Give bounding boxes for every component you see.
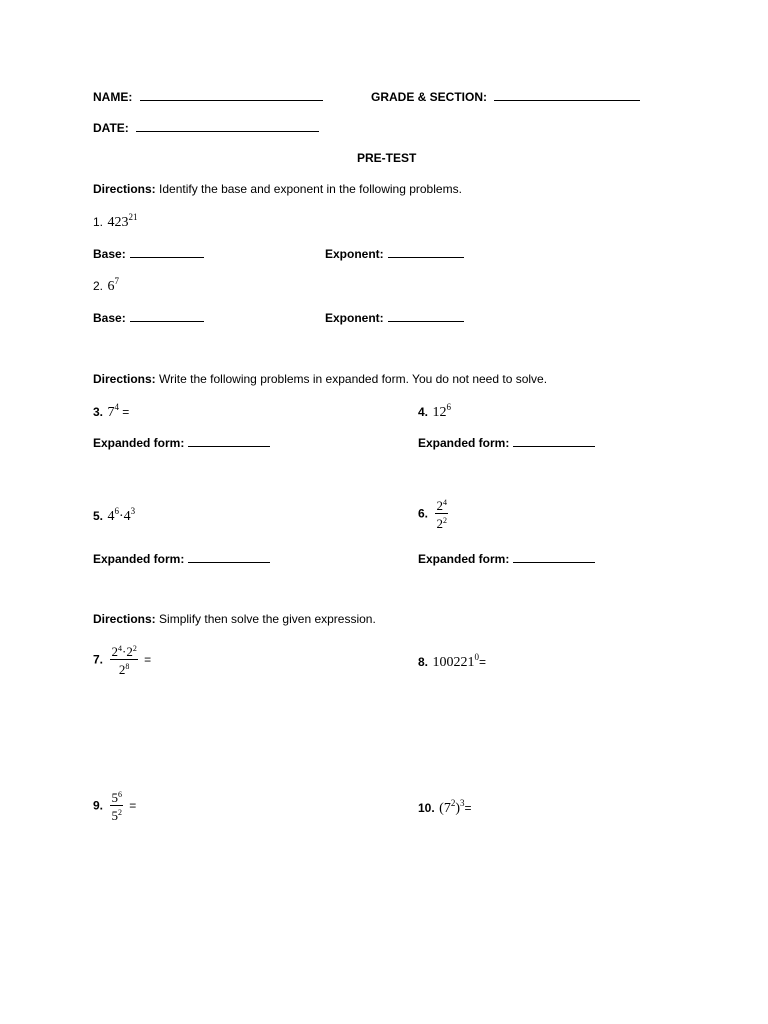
exponent-label: Exponent: bbox=[325, 247, 384, 261]
numerator-base: 5 bbox=[111, 790, 118, 805]
exponent-value: 6 bbox=[446, 402, 451, 412]
expanded-answer-4 bbox=[418, 435, 595, 450]
base-value: 12 bbox=[432, 405, 447, 420]
open-paren: ( bbox=[439, 801, 444, 816]
fraction bbox=[110, 642, 137, 677]
exponent-value: 3 bbox=[130, 506, 136, 516]
inner-exponent: 2 bbox=[450, 798, 456, 808]
problem-9 bbox=[93, 788, 136, 823]
problem-3 bbox=[93, 402, 129, 421]
problem-number: 1. bbox=[93, 215, 104, 229]
exponent-value: 0 bbox=[474, 652, 479, 662]
equals-sign: = bbox=[118, 405, 130, 419]
multiply-dot: · bbox=[121, 644, 127, 659]
problem-number: 4. bbox=[418, 405, 429, 419]
fraction bbox=[435, 496, 448, 531]
problem-7 bbox=[93, 642, 151, 677]
exponent-value: 4 bbox=[114, 402, 119, 412]
base-answer-2 bbox=[93, 310, 204, 325]
expanded-label: Expanded form: bbox=[93, 552, 185, 566]
base-label: Base: bbox=[93, 247, 126, 261]
expanded-field[interactable] bbox=[188, 551, 270, 563]
directions-2 bbox=[93, 372, 547, 386]
expanded-answer-3 bbox=[93, 435, 270, 450]
denominator-base: 2 bbox=[118, 662, 126, 677]
name-label: NAME: bbox=[93, 90, 133, 104]
problem-number: 7. bbox=[93, 652, 104, 667]
exponent-answer-1 bbox=[325, 246, 464, 261]
problem-number: 3. bbox=[93, 405, 104, 419]
outer-exponent: 3 bbox=[459, 798, 465, 808]
expanded-label: Expanded form: bbox=[418, 436, 510, 450]
expanded-label: Expanded form: bbox=[418, 552, 510, 566]
expanded-label: Expanded form: bbox=[93, 436, 185, 450]
expanded-field[interactable] bbox=[513, 551, 595, 563]
problem-4 bbox=[418, 402, 451, 421]
base-field[interactable] bbox=[130, 310, 204, 322]
exponent-field[interactable] bbox=[388, 310, 464, 322]
name-row bbox=[93, 89, 323, 104]
problem-1 bbox=[93, 212, 137, 231]
base-value: 7 bbox=[107, 405, 115, 420]
close-paren: ) bbox=[455, 801, 460, 816]
equals-sign: = bbox=[478, 655, 486, 669]
base-value: 4 bbox=[107, 509, 115, 524]
exponent-value: 6 bbox=[114, 506, 119, 516]
problem-2 bbox=[93, 276, 119, 295]
grade-section-label: GRADE & SECTION: bbox=[371, 90, 488, 104]
numerator-exponent: 2 bbox=[132, 644, 137, 653]
exponent-label: Exponent: bbox=[325, 311, 384, 325]
exponent-value: 21 bbox=[128, 212, 138, 222]
denominator-exponent: 8 bbox=[125, 662, 130, 671]
page-title: PRE-TEST bbox=[357, 151, 417, 165]
numerator-base: 2 bbox=[126, 644, 133, 659]
denominator-exponent: 2 bbox=[442, 516, 447, 525]
base-value: 4 bbox=[123, 509, 131, 524]
denominator-exponent: 2 bbox=[117, 808, 122, 817]
base-answer-1 bbox=[93, 246, 204, 261]
problem-number: 2. bbox=[93, 279, 104, 293]
equals-sign: = bbox=[125, 798, 137, 813]
base-value: 6 bbox=[107, 279, 115, 294]
equals-sign: = bbox=[464, 801, 472, 815]
problem-number: 5. bbox=[93, 509, 104, 523]
directions-text: Identify the base and exponent in the following problems. bbox=[159, 182, 462, 196]
grade-section-row bbox=[371, 89, 640, 104]
directions-1 bbox=[93, 182, 462, 196]
base-field[interactable] bbox=[130, 246, 204, 258]
expanded-answer-6 bbox=[418, 551, 595, 566]
expanded-answer-5 bbox=[93, 551, 270, 566]
problem-number: 8. bbox=[418, 655, 429, 669]
base-value: 100221 bbox=[432, 655, 475, 670]
expanded-field[interactable] bbox=[513, 435, 595, 447]
exponent-value: 7 bbox=[114, 276, 119, 286]
date-field[interactable] bbox=[136, 120, 319, 132]
base-label: Base: bbox=[93, 311, 126, 325]
base-value: 7 bbox=[443, 801, 451, 816]
numerator-exponent: 6 bbox=[117, 790, 122, 799]
date-row bbox=[93, 120, 319, 135]
grade-section-field[interactable] bbox=[494, 89, 640, 101]
equals-sign: = bbox=[140, 652, 152, 667]
directions-3 bbox=[93, 612, 376, 626]
base-value: 423 bbox=[107, 215, 129, 230]
denominator-base: 5 bbox=[111, 808, 118, 823]
numerator-exponent: 4 bbox=[117, 644, 122, 653]
expanded-field[interactable] bbox=[188, 435, 270, 447]
problem-10 bbox=[418, 798, 472, 817]
problem-8 bbox=[418, 652, 486, 671]
denominator-base: 2 bbox=[436, 516, 443, 531]
date-label: DATE: bbox=[93, 121, 129, 135]
problem-5 bbox=[93, 506, 135, 525]
problem-number: 6. bbox=[418, 506, 429, 521]
problem-number: 9. bbox=[93, 798, 104, 813]
multiply-dot: · bbox=[118, 509, 124, 524]
numerator-base: 2 bbox=[111, 644, 118, 659]
directions-label: Directions: bbox=[93, 372, 156, 386]
numerator-base: 2 bbox=[436, 498, 443, 513]
problem-number: 10. bbox=[418, 801, 435, 815]
exponent-answer-2 bbox=[325, 310, 464, 325]
directions-text: Write the following problems in expanded form. You do not need to solve. bbox=[159, 372, 548, 386]
exponent-field[interactable] bbox=[388, 246, 464, 258]
directions-label: Directions: bbox=[93, 182, 156, 196]
directions-text: Simplify then solve the given expression. bbox=[159, 612, 376, 626]
directions-label: Directions: bbox=[93, 612, 156, 626]
name-field[interactable] bbox=[140, 89, 323, 101]
problem-6 bbox=[418, 496, 451, 531]
numerator-exponent: 4 bbox=[442, 498, 447, 507]
fraction bbox=[110, 788, 123, 823]
